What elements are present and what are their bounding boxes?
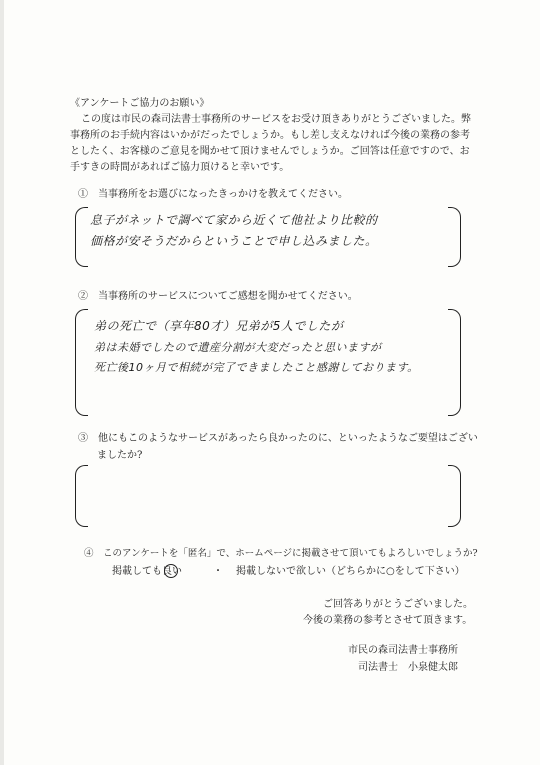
- answer-3-bracket-right: [448, 465, 461, 527]
- question-2: ② 当事務所のサービスについてご感想を聞かせてください。: [78, 291, 358, 302]
- answer-1-line-2: 価格が安そうだからということで申し込みました。: [90, 234, 378, 248]
- office-name: 市民の森司法書士事務所: [348, 645, 458, 656]
- circle-instruction: （どちらかに○をして下さい）: [326, 566, 465, 577]
- intro-line-2: 事務所のお手続内容はいかがだったでしょうか。もし差し支えなければ今後の業務の参考: [70, 130, 470, 141]
- option-separator: ・: [213, 566, 223, 577]
- closing-note: 今後の業務の参考とさせて頂きます。: [303, 615, 473, 626]
- answer-1-bracket-right: [448, 207, 461, 267]
- survey-heading: 《アンケートご協力のお願い》: [70, 98, 210, 109]
- answer-2-line-2: 弟は未婚でしたので遺産分割が大変だったと思いますが: [94, 341, 382, 354]
- answer-1-bracket-left: [75, 207, 88, 267]
- intro-line-3: としたく、お客様のご意見を聞かせて頂けませんでしょうか。ご回答は任意ですので、お: [70, 146, 470, 157]
- scan-edge: [0, 0, 4, 765]
- intro-line-1: この度は市民の森司法書士事務所のサービスをお受け頂きありがとうございました。弊: [81, 114, 471, 125]
- intro-line-4: 手すきの時間があればご協力頂けると幸いです。: [70, 162, 290, 173]
- signatory: 司法書士 小泉健太郎: [358, 662, 458, 673]
- option-publish-no: 掲載しないで欲しい: [236, 566, 326, 577]
- selected-option-circle: [164, 564, 178, 578]
- answer-3-bracket-left: [75, 465, 88, 527]
- closing-thanks: ご回答ありがとうございました。: [323, 599, 473, 610]
- answer-2-line-1: 弟の死亡で（享年80才）兄弟が5人でしたが: [94, 319, 344, 333]
- answer-1-line-1: 息子がネットで調べて家から近くて他社より比較的: [90, 213, 378, 227]
- question-3-line-2: ましたか?: [97, 450, 143, 461]
- answer-2-line-3: 死亡後10ヶ月で相続が完了できましたこと感謝しております。: [94, 361, 419, 374]
- answer-2-bracket-right: [448, 309, 461, 416]
- option-publish-ok: 掲載しても良い: [112, 566, 182, 577]
- answer-2-bracket-left: [75, 309, 88, 416]
- question-3-line-1: ③ 他にもこのようなサービスがあったら良かったのに、といったようなご要望はござい: [78, 433, 478, 444]
- question-4: ④ このアンケートを「匿名」で、ホームページに掲載させて頂いてもよろしいでしょうか?: [84, 548, 478, 559]
- question-1: ① 当事務所をお選びになったきっかけを教えてください。: [78, 189, 348, 200]
